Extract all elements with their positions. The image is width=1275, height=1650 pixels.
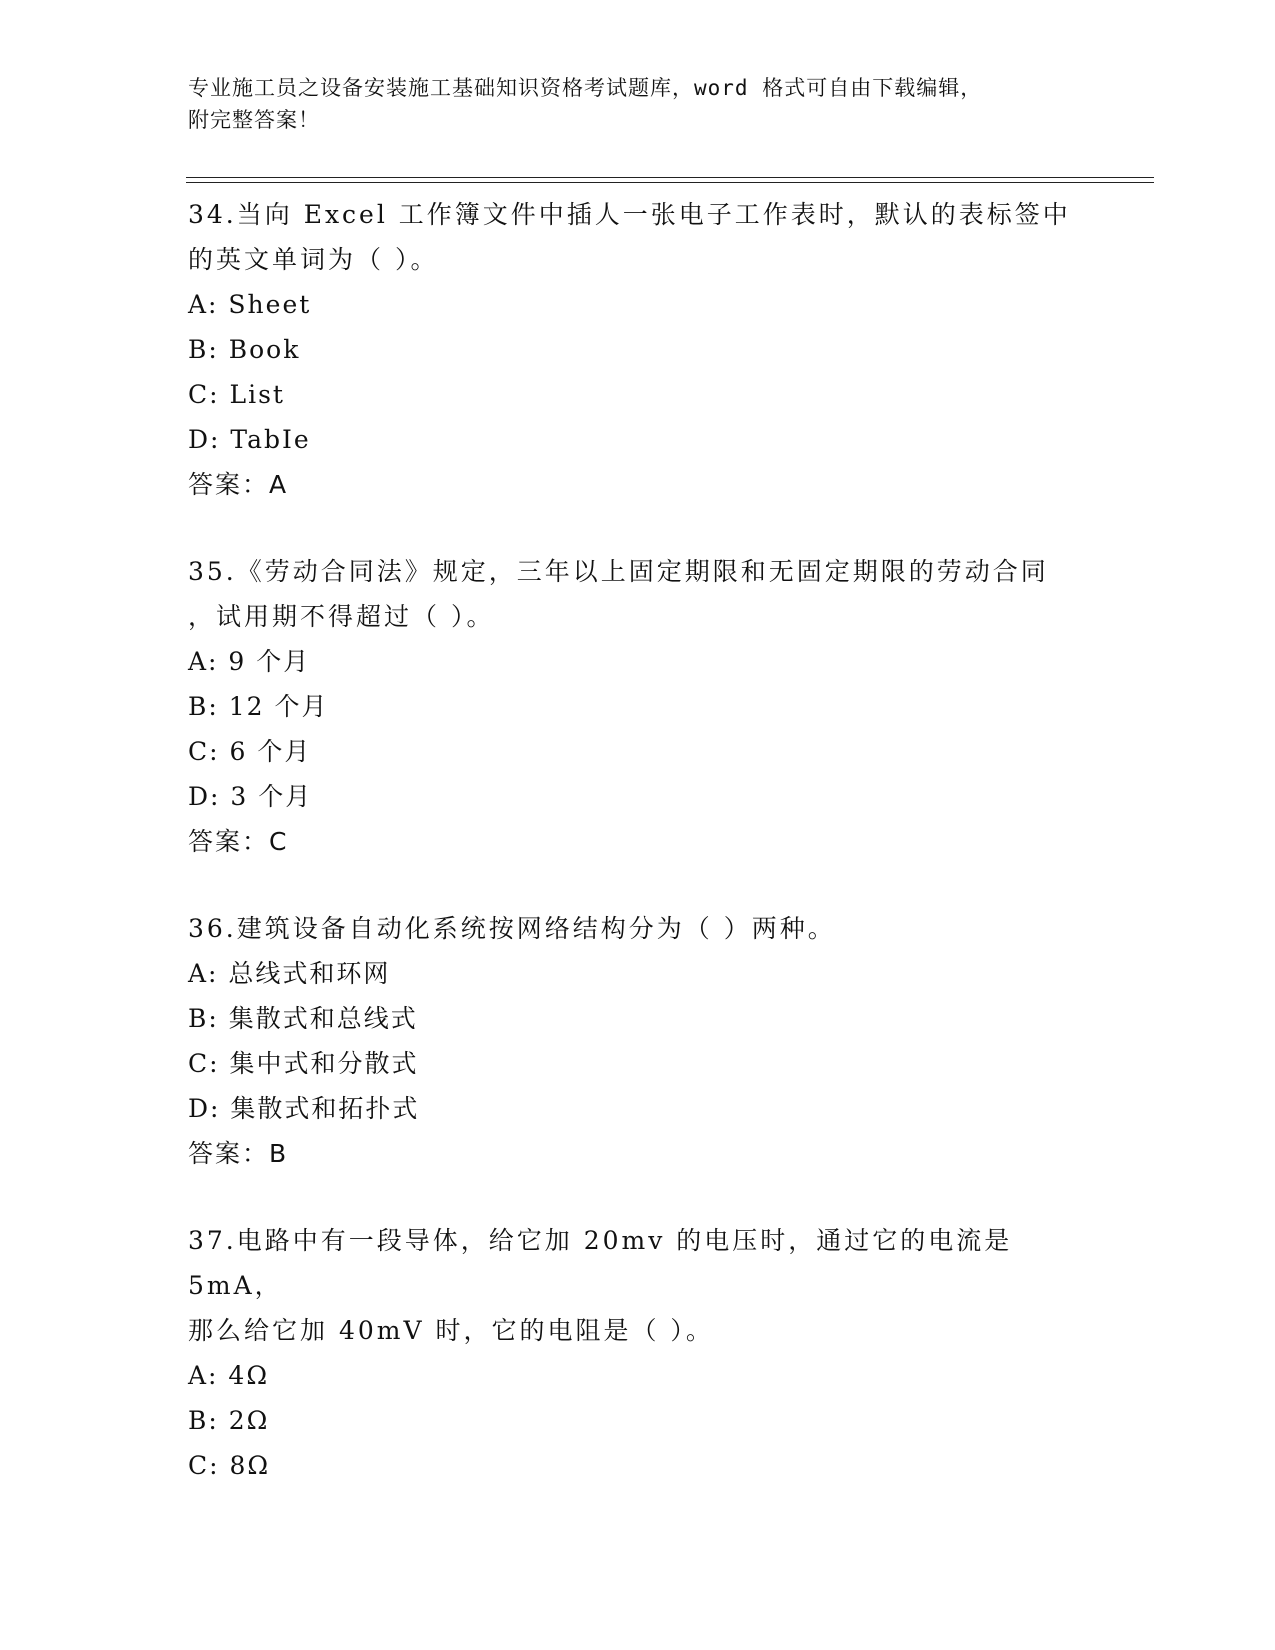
question-36 (188, 906, 1108, 1176)
question-stem-continued: 那么给它加 40mV 时，它的电阻是（ ）。 (188, 1316, 714, 1345)
option-c: C: 6 个月 (188, 737, 312, 766)
question-37 (188, 1218, 1108, 1488)
question-stem: 37.电路中有一段导体，给它加 20mv 的电压时，通过它的电流是 5mA， (188, 1226, 1013, 1300)
header-divider-top (186, 177, 1154, 178)
question-stem-continued: 的英文单词为（ ）。 (188, 245, 439, 274)
answer-label: 答案：C (188, 827, 289, 856)
option-b: B: Book (188, 335, 301, 364)
option-a: A: Sheet (188, 290, 312, 319)
question-list (188, 192, 1108, 1530)
option-b: B: 集散式和总线式 (188, 1004, 418, 1033)
question-stem: 35.《劳动合同法》规定，三年以上固定期限和无固定期限的劳动合同 (188, 557, 1049, 586)
option-c: C: 集中式和分散式 (188, 1049, 419, 1078)
option-b: B: 2Ω (188, 1406, 270, 1435)
option-d: D: 集散式和拓扑式 (188, 1094, 420, 1123)
option-c: C: List (188, 380, 285, 409)
option-a: A: 9 个月 (188, 647, 311, 676)
answer-label: 答案：A (188, 470, 289, 499)
header-divider-bottom (186, 182, 1154, 183)
document-header (188, 72, 1088, 136)
header-line-2: 附完整答案！ (188, 108, 320, 132)
header-line-1: 专业施工员之设备安装施工基础知识资格考试题库，word 格式可自由下载编辑， (188, 76, 983, 100)
option-d: D: TabIe (188, 425, 311, 454)
question-35 (188, 549, 1108, 864)
option-a: A: 总线式和环网 (188, 959, 391, 988)
option-b: B: 12 个月 (188, 692, 329, 721)
question-stem-continued: ，试用期不得超过（ ）。 (188, 602, 495, 631)
answer-label: 答案：B (188, 1139, 289, 1168)
option-d: D: 3 个月 (188, 782, 313, 811)
question-34 (188, 192, 1108, 507)
question-stem: 34.当向 Excel 工作簿文件中插人一张电子工作表时，默认的表标签中 (188, 200, 1071, 229)
option-c: C: 8Ω (188, 1451, 271, 1480)
option-a: A: 4Ω (188, 1361, 270, 1390)
question-stem: 36.建筑设备自动化系统按网络结构分为（ ）两种。 (188, 914, 836, 943)
